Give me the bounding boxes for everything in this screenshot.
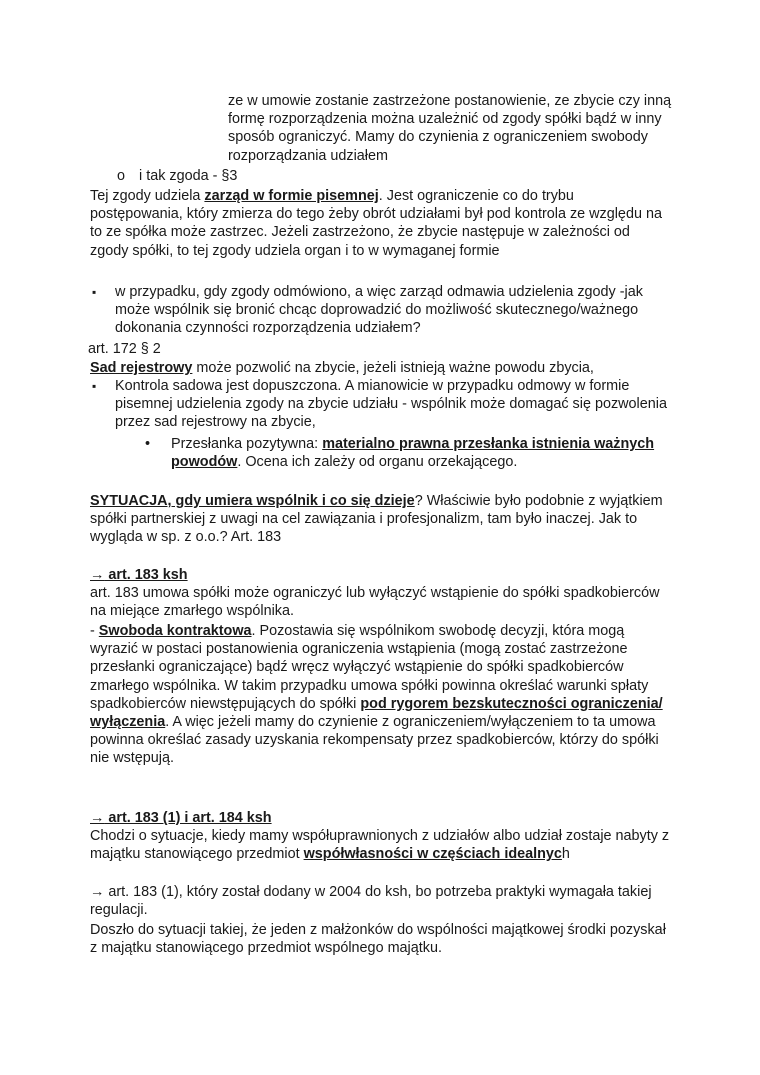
paragraph-spouses bbox=[90, 921, 670, 957]
emphasis-text: Swoboda kontraktowa bbox=[98, 623, 252, 639]
bullet-item-premise bbox=[145, 435, 665, 471]
text-run: . Ocena ich zależy od organu orzekającego. bbox=[237, 454, 518, 471]
square-bullet-icon: ▪ bbox=[92, 285, 97, 299]
bullet-text bbox=[171, 435, 665, 471]
text-run: Tej zgody udziela bbox=[90, 188, 205, 204]
bullet-item-refusal bbox=[90, 283, 670, 338]
circle-bullet-marker: o bbox=[117, 168, 126, 184]
text-run: art. 183 (1) i art. 184 ksh bbox=[104, 810, 272, 826]
paragraph-restriction bbox=[228, 92, 673, 165]
paragraph-co-owners bbox=[90, 827, 670, 863]
paragraph-text: ze w umowie zostanie zastrzeżone postanowienie, ze zbycie czy inną formę rozporządzenia można uzależnić od zgody spółki bądź w inny sposób ograniczyć. Mamy do czynienia z ograniczeniem swobody rozporządzania udziałem bbox=[228, 93, 672, 164]
emphasis-text: SYTUACJA, gdy umiera wspólnik i co się dzieje bbox=[90, 493, 415, 509]
emphasis-text: pod rygorem bezskuteczności ograniczenia/ wyłączenia bbox=[90, 695, 663, 731]
paragraph-text bbox=[90, 622, 670, 768]
dot-bullet-icon: • bbox=[145, 436, 151, 452]
paragraph-freedom-of-contract bbox=[90, 622, 670, 768]
text-run: art. 183 (1), który został dodany w 2004 do ksh, bo potrzeba praktyki wymagała takiej regulacji. bbox=[90, 884, 652, 919]
arrow-right-icon: → bbox=[90, 567, 105, 583]
heading-art-183 bbox=[90, 566, 390, 584]
emphasis-text: Sad rejestrowy bbox=[90, 360, 193, 376]
bullet-text: w przypadku, gdy zgody odmówiono, a więc zarząd odmawia udzielenia zgody -jak może wspólnik się bronić chcąc doprowadzić do możliwość skutecznego/ważnego dokonania czynności rozporządzenia udziałem? bbox=[115, 284, 643, 337]
bullet-item-court-control bbox=[90, 377, 670, 432]
emphasis-text: zarząd w formie pisemnej bbox=[204, 188, 379, 204]
paragraph-consent bbox=[90, 187, 670, 260]
paragraph-court bbox=[90, 359, 680, 377]
paragraph-text bbox=[90, 359, 680, 377]
heading-text bbox=[90, 809, 390, 827]
text-run: . Jest ograniczenie co do trybu postępowania, który zmierza do tego żeby obrót udziałami był pod kontrola ze względu na to ze spółka może zastrzec. Jeżeli zastrzeżono, że zbycie następuje w zależności od zgody spółki, to tej zgody udziela organ i to w wymaganej formie bbox=[90, 188, 662, 259]
paragraph-text: Doszło do sytuacji takiej, że jeden z małżonków do wspólności majątkowej środki pozyskał z majątku stanowiącego przedmiot wspólnego majątku. bbox=[90, 922, 666, 957]
text-run: h bbox=[561, 846, 570, 863]
heading-art-183-1 bbox=[90, 809, 390, 827]
arrow-right-icon: → bbox=[90, 810, 105, 826]
list-item-text: i tak zgoda - §3 bbox=[139, 168, 238, 184]
paragraph-art-183 bbox=[90, 584, 670, 620]
text-run: art. 183 ksh bbox=[104, 567, 188, 583]
text-run: może pozwolić na zbycie, jeżeli istnieją ważne powodu zbycia, bbox=[192, 360, 594, 376]
emphasis-text: współwłasności w częściach idealnyc bbox=[303, 846, 562, 863]
arrow-right-icon: → bbox=[90, 884, 105, 900]
text-run: . A więc jeżeli mamy do czynienie z ograniczeniem/wyłączeniem to ta umowa powinna określać zasady uzyskania rekompensaty przez spadkobierców, którzy do spółki nie wstępują. bbox=[90, 714, 659, 767]
square-bullet-icon: ▪ bbox=[92, 379, 97, 393]
paragraph-text: art. 183 umowa spółki może ograniczyć lub wyłączyć wstąpienie do spółki spadkobierców na miejące zmarłego wspólnika. bbox=[90, 585, 660, 620]
heading-text bbox=[90, 566, 390, 584]
bullet-text: Kontrola sadowa jest dopuszczona. A mianowicie w przypadku odmowy w formie pisemnej udzielenia zgody na zbycie udziału - wspólnik może domagać się pozwolenia przez sad rejestrowy na zbycie, bbox=[115, 378, 667, 431]
paragraph-amendment-2004 bbox=[90, 883, 670, 919]
text-run: - bbox=[90, 623, 99, 639]
text-run: ? Właściwie było podobnie z wyjątkiem spółki partnerskiej z uwagi na cel zawiązania i profesjonalizm, tam było inaczej. Jak to wygląda w sp. z o.o.? Art. 183 bbox=[90, 493, 663, 546]
article-reference bbox=[88, 340, 388, 358]
paragraph-text bbox=[90, 492, 670, 547]
paragraph-death bbox=[90, 492, 670, 547]
paragraph-text bbox=[90, 883, 670, 919]
emphasis-text: materialno prawna przesłanka istnienia ważnych powodów bbox=[171, 436, 655, 471]
paragraph-text bbox=[90, 187, 670, 260]
article-text: art. 172 § 2 bbox=[88, 341, 161, 357]
text-run: Przesłanka pozytywna: bbox=[171, 436, 323, 452]
paragraph-text bbox=[90, 827, 670, 863]
text-run: Chodzi o sytuacje, kiedy mamy współuprawnionych z udziałów albo udział zostaje nabyty z majątku stanowiącego przedmiot bbox=[90, 828, 670, 863]
text-run: . Pozostawia się wspólnikom swobodę decyzji, która mogą wyrazić w postaci postanowienia ograniczenia wstąpienia (mogą zostać zastrzeżone przesłanki ograniczające) bądź wręcz wyłączyć wstąpienie do spółki spadkobierców zmarłego wspólnika. W takim przypadku umowa spółki powinna określać warunki spłaty spadkobierców niewstępujących do spółki bbox=[90, 623, 649, 712]
